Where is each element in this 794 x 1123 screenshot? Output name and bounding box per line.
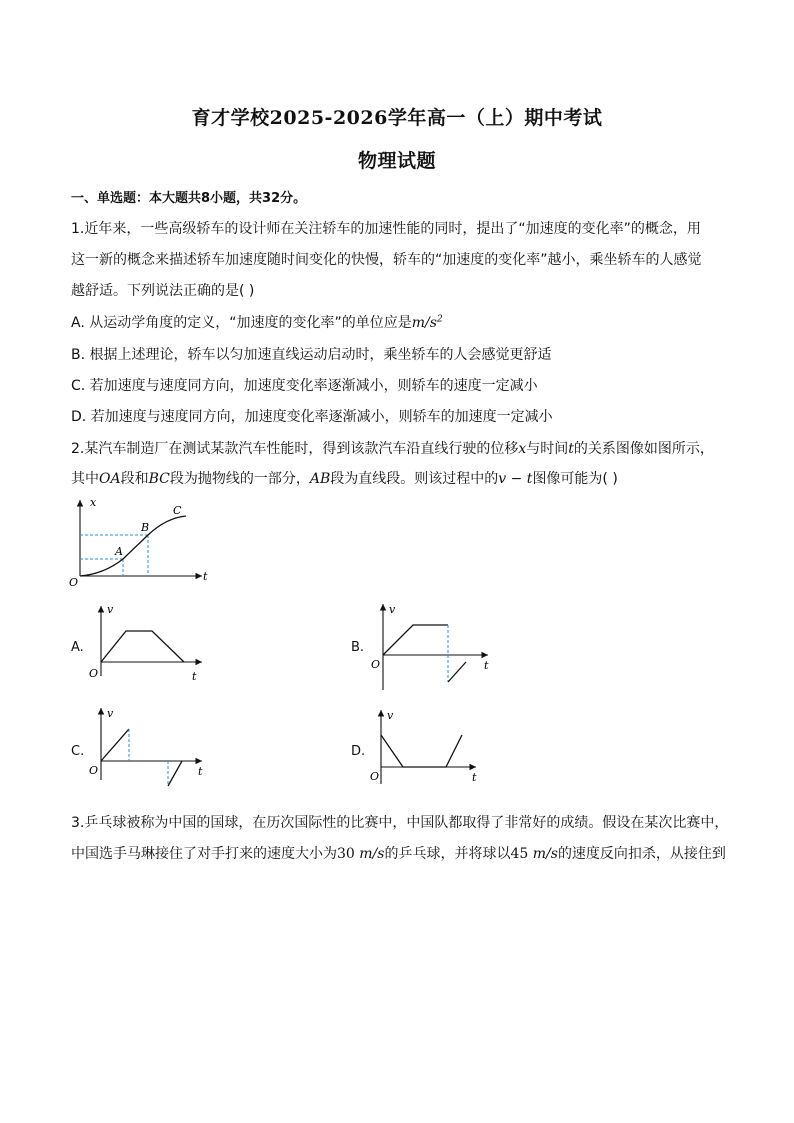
- option-a-label-o: O: [89, 667, 99, 680]
- q2-line-1: [71, 438, 714, 458]
- option-b-label-t: t: [484, 659, 489, 672]
- option-b-graph: [366, 600, 498, 692]
- q1-line-2: 这一新的概念来描述轿车加速度随时间变化的快慢，轿车的“加速度的变化率”越小，乘坐轿车的人感觉: [71, 252, 702, 268]
- q2-symbol-oa: OA: [99, 471, 121, 487]
- q2-line-2-part-d: 段为直线段。则该过程中的: [330, 471, 499, 487]
- option-d-label-v: v: [387, 709, 394, 722]
- q2-line-2-part-e: 图像可能为( ): [532, 471, 618, 487]
- section-header: 一、单选题：本大题共8小题，共32分。: [71, 191, 307, 206]
- xt-label-b: B: [141, 521, 150, 534]
- q1-option-c: C. 若加速度与速度同方向，加速度变化率逐渐减小，则轿车的速度一定减小: [71, 378, 538, 394]
- q2-symbol-x: x: [518, 441, 527, 457]
- option-c-curve-down: [168, 761, 182, 786]
- option-a-graph: [84, 600, 214, 686]
- option-b-label: B.: [351, 640, 365, 655]
- option-a-curve: [101, 631, 184, 662]
- xt-label-x: x: [90, 496, 97, 509]
- q3-speed-2: 45: [510, 846, 529, 862]
- q2-line-1-part-b: 与时间: [526, 441, 569, 457]
- option-b-label-o: O: [371, 658, 381, 671]
- option-a-label-v: v: [107, 603, 114, 616]
- q3-unit-1: m/s: [359, 846, 385, 862]
- q1-line-3: 越舒适。下列说法正确的是( ): [71, 283, 255, 299]
- q2-symbol-bc: BC: [148, 471, 170, 487]
- option-c-label-o: O: [89, 764, 99, 777]
- option-b-curve-down: [448, 662, 466, 682]
- option-a-label: A.: [71, 640, 84, 655]
- xt-graph: [66, 494, 216, 590]
- q3-speed-1: 30: [337, 846, 355, 862]
- exam-subtitle: 物理试题: [357, 150, 436, 172]
- xt-label-a: A: [115, 545, 123, 558]
- option-c-label-v: v: [107, 707, 114, 720]
- option-c-label: C.: [71, 744, 85, 759]
- option-d-graph: [366, 704, 486, 790]
- q2-line-1-part-a: 2.某汽车制造厂在测试某款汽车性能时，得到该款汽车沿直线行驶的位移: [71, 441, 519, 457]
- q1-option-a-text: A. 从运动学角度的定义，“加速度的变化率”的单位应是: [71, 315, 412, 331]
- q3-line-1: 3.乒乓球被称为中国的国球，在历次国际性的比赛中，中国队都取得了非常好的成绩。假设在某次比赛中，: [71, 815, 729, 831]
- option-d-curve: [381, 735, 462, 767]
- q3-line-2: [71, 843, 726, 863]
- q1-option-a: [71, 312, 443, 332]
- q3-line-2-part-a: 中国选手马琳接住了对手打来的速度大小为: [71, 846, 337, 862]
- option-d-label-o: O: [370, 770, 380, 783]
- xt-label-t: t: [203, 570, 208, 583]
- q3-unit-2: m/s: [532, 846, 558, 862]
- q2-line-2: [71, 468, 618, 488]
- exam-title: 育才学校2025-2026学年高一（上）期中考试: [191, 107, 603, 129]
- q3-line-2-part-b: 的乒乓球，并将球以: [384, 846, 511, 862]
- option-c-curve-up: [101, 729, 129, 761]
- option-d-label-t: t: [472, 771, 477, 784]
- xt-label-c: C: [173, 504, 182, 517]
- q2-line-2-part-a: 其中: [71, 471, 99, 487]
- q2-line-1-part-c: 的关系图像如图所示，: [573, 441, 714, 457]
- q2-line-2-part-b: 段和: [120, 471, 149, 487]
- option-a-label-t: t: [192, 670, 197, 683]
- option-c-graph: [84, 704, 214, 796]
- q2-line-2-part-c: 段为抛物线的一部分，: [169, 471, 310, 487]
- option-c-label-t: t: [198, 765, 203, 778]
- q1-option-a-exponent: 2: [436, 314, 443, 325]
- option-b-label-v: v: [389, 603, 396, 616]
- q3-line-2-part-c: 的速度反向扣杀，从接住到: [557, 846, 726, 862]
- option-d-label: D.: [351, 744, 366, 759]
- q2-symbol-vt: v − t: [498, 471, 533, 487]
- q1-option-b: B. 根据上述理论，轿车以匀加速直线运动启动时，乘坐轿车的人会感觉更舒适: [71, 347, 552, 363]
- q1-option-a-unit: m/s: [411, 315, 437, 331]
- q1-line-1: 1.近年来，一些高级轿车的设计师在关注轿车的加速性能的同时，提出了“加速度的变化率”的概念，用: [71, 221, 701, 237]
- xt-label-o: O: [69, 576, 79, 589]
- option-b-curve-up: [383, 625, 448, 655]
- q2-symbol-ab: AB: [309, 471, 331, 487]
- xt-curve: [80, 516, 186, 576]
- q1-option-d: D. 若加速度与速度同方向，加速度变化率逐渐减小，则轿车的加速度一定减小: [71, 409, 553, 425]
- q2-symbol-t: t: [568, 441, 574, 457]
